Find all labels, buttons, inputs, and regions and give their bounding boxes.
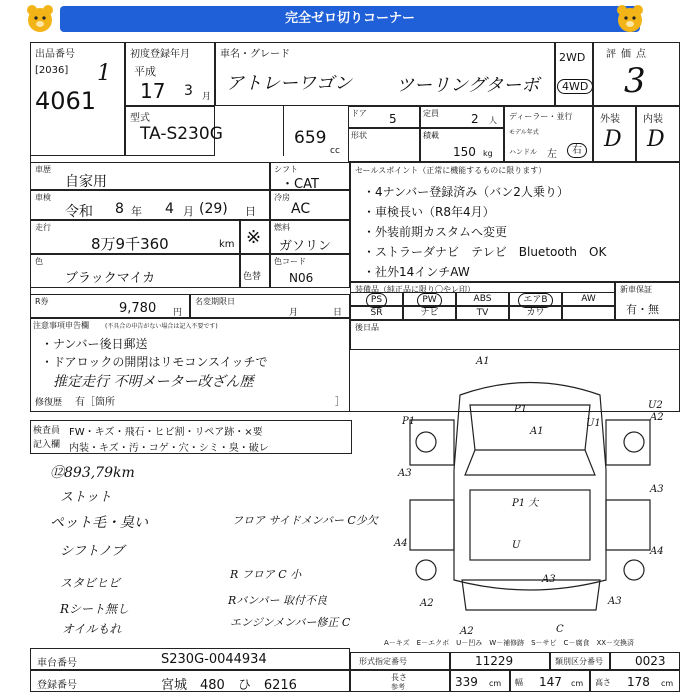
ext-label: 外装	[600, 114, 620, 125]
car-left-rear	[410, 500, 454, 550]
dealer-label: ディーラー・並行	[509, 112, 573, 121]
notes-line: ・ドアロックの開閉はリモコンスイッチで	[41, 355, 268, 369]
capacity-unit: 人	[489, 116, 497, 125]
inspect-year-unit: 年	[131, 205, 142, 218]
inspect-day: (29)	[199, 201, 228, 217]
damage-mark: A3	[398, 468, 412, 479]
sales-item: ・社外14インチAW	[363, 265, 470, 279]
reg-label: 初度登録年月	[130, 49, 190, 60]
ext-value: D	[604, 127, 622, 152]
damage-mark: A2	[460, 626, 474, 637]
color-label: 色	[35, 257, 43, 266]
width-unit: cm	[571, 679, 584, 688]
equip-cell	[350, 292, 403, 306]
tire-label: 新車保証	[620, 285, 652, 294]
name-label: 車名・グレード	[220, 49, 290, 60]
handle-label: ハンドル	[509, 148, 537, 156]
chassis-value: S230G-0044934	[161, 652, 267, 667]
color-swap-label: 色替	[243, 272, 262, 282]
repair-close: ］	[335, 397, 345, 408]
car-windshield	[465, 450, 595, 475]
shape-label: 形状	[351, 131, 367, 140]
damage-mark: A2	[650, 412, 664, 423]
handwritten-note: シフトノブ	[60, 544, 125, 559]
handwritten-note: Rシート無し	[60, 602, 130, 616]
inspect-era: 令和	[65, 204, 93, 220]
damage-mark: C	[556, 624, 564, 635]
notes-sub: (不具合の申告がない場合は記入不要です)	[105, 323, 218, 330]
equip-cell	[509, 306, 562, 320]
notes-line: ・ナンバー後日郵送	[41, 337, 148, 351]
score-value: 3	[624, 61, 646, 101]
damage-mark: A4	[394, 538, 408, 549]
equip-cell	[403, 306, 456, 320]
sales-item: ・車検長い（R8年4月）	[363, 205, 495, 219]
wheel-fl	[416, 432, 436, 452]
damage-mark: U1	[586, 418, 601, 429]
model-value: TA-S230G	[140, 124, 223, 144]
mileage-unit: km	[219, 239, 235, 250]
capacity-label: 定員	[423, 109, 439, 118]
fuel-value: ガソリン	[279, 239, 332, 254]
length-value: 339	[455, 675, 478, 689]
mileage-label: 走行	[35, 223, 51, 232]
car-grade: ツーリングターボ	[396, 75, 540, 96]
equip-cell	[562, 306, 615, 320]
notes-handwritten: 推定走行 不明メーター改ざん歴	[53, 374, 254, 390]
chassis-label: 車台番号	[37, 658, 77, 669]
year-model-label: モデル年式	[509, 129, 539, 136]
inspect-day-unit: 日	[245, 205, 256, 218]
load-value: 150	[453, 145, 476, 159]
car-right-rear	[606, 500, 650, 550]
shift-label: シフト	[274, 165, 298, 174]
length-ref: 参考	[391, 683, 405, 691]
handle-left: 左	[547, 149, 557, 160]
inspector-label2: 記入欄	[33, 440, 61, 450]
damage-mark: A3	[650, 484, 664, 495]
equip-cell	[509, 292, 562, 306]
damage-legend: A－キズ E－エクボ U－凹み W－補修跡 S－サビ C－腐食 XX－交換済	[384, 639, 635, 647]
handwritten-note: ペット毛・臭い	[50, 515, 148, 531]
equip-cell	[456, 306, 509, 320]
mileage-star: ※	[246, 227, 262, 248]
load-unit: kg	[483, 149, 493, 158]
lot-sub: [2036]	[35, 65, 69, 76]
sales-item: ・4ナンバー登録済み（バン2人乗り）	[363, 185, 569, 199]
reg-box	[125, 42, 215, 106]
meigi-label: 名変期限日	[195, 297, 235, 306]
equip-item: SR	[370, 308, 383, 318]
equip-item: PW	[417, 293, 441, 308]
drive-2wd: 2WD	[559, 51, 586, 64]
int-value: D	[647, 127, 665, 152]
bear-icon	[614, 3, 646, 35]
doors-value: 5	[389, 112, 397, 126]
width-value: 147	[539, 675, 562, 689]
name-box	[215, 42, 555, 106]
reg-month: 3	[184, 83, 193, 99]
doors-label: ドア	[351, 109, 367, 118]
recycle-value: 9,780	[119, 301, 157, 316]
width-label: 幅	[515, 678, 523, 687]
damage-mark: A1	[530, 426, 544, 437]
inspector-fw: FW・キズ・飛石・ヒビ割・リペア跡・×要	[69, 427, 263, 438]
wheel-fr	[624, 432, 644, 452]
lot-slash: 1	[97, 61, 111, 86]
damage-mark: P1	[514, 404, 528, 415]
equip-item: TV	[476, 308, 489, 318]
inspector-label: 検査員	[33, 426, 61, 436]
damage-mark: P1	[402, 416, 416, 427]
height-label: 高さ	[595, 678, 611, 687]
lot-box	[30, 42, 125, 156]
length-unit: cm	[489, 679, 502, 688]
sales-item: ・ストラーダナビ テレビ Bluetooth OK	[363, 245, 607, 259]
handwritten-note: エンジンメンバー修正 C	[230, 616, 351, 629]
equip-label: 装備品（純正品に限り〇やレ印）	[355, 285, 475, 294]
lot-label: 出品番号	[35, 49, 75, 60]
seat-label: 後日品	[355, 323, 379, 332]
height-unit: cm	[661, 679, 674, 688]
handwritten-note: スタビヒビ	[60, 576, 121, 590]
sales-box	[350, 162, 680, 282]
equip-cell	[456, 292, 509, 306]
handwritten-note: R フロア C 小	[230, 568, 302, 581]
reg-year: 17	[140, 79, 166, 103]
notes-box	[30, 318, 350, 412]
damage-mark: A3	[608, 596, 622, 607]
equip-item: ナビ	[420, 308, 439, 318]
cc-value: 659	[294, 128, 327, 148]
use-value: 自家用	[65, 174, 107, 190]
meigi-day: 日	[333, 308, 343, 318]
height-value: 178	[627, 675, 650, 689]
damage-mark: A3	[542, 574, 556, 585]
damage-mark: A1	[476, 356, 490, 367]
capacity-value: 2	[471, 112, 479, 126]
inspect-label: 車検	[35, 193, 51, 202]
recycle-unit: 円	[173, 308, 183, 318]
handwritten-note: ⑫893,79km	[50, 465, 135, 481]
banner-title: 完全ゼロ切りコーナー	[284, 11, 415, 26]
lot-number: 4061	[35, 87, 97, 115]
inspect-month: 4	[165, 201, 174, 217]
inspector-nai: 内装・キズ・汚・コゲ・穴・シミ・臭・破レ	[69, 443, 269, 454]
fuel-label: 燃料	[274, 223, 290, 232]
form-label: 形式指定番号	[359, 657, 407, 666]
handle-right: 右	[567, 143, 587, 158]
use-label: 車歴	[35, 165, 51, 174]
score-box	[593, 42, 680, 106]
car-body	[454, 383, 606, 591]
color-value: ブラックマイカ	[65, 271, 156, 286]
notes-label: 注意事項申告欄	[33, 321, 89, 330]
color-code: N06	[289, 271, 314, 285]
int-label: 内装	[643, 114, 663, 125]
ac-label: 冷房	[274, 193, 290, 202]
drive-4wd: 4WD	[557, 79, 593, 94]
equip-cell	[350, 306, 403, 320]
load-label: 積載	[423, 131, 439, 140]
score-label: 評価点	[606, 49, 651, 60]
reg-month-unit: 月	[202, 92, 212, 102]
repair-label: 修復歴	[35, 398, 63, 408]
inspect-year: 8	[115, 201, 124, 217]
plate-value: 宮城 480 ひ 6216	[161, 678, 297, 693]
form-value: 11229	[475, 654, 514, 668]
equip-item: カワ	[526, 308, 545, 318]
drive-box	[555, 42, 593, 106]
equip-item: PS	[366, 293, 387, 308]
inspect-month-unit: 月	[183, 205, 194, 218]
equip-item: AW	[581, 294, 596, 304]
damage-mark: U2	[648, 400, 663, 411]
damage-mark: P1 大	[512, 498, 539, 509]
equip-cell	[562, 292, 615, 306]
repair-value: 有［箇所	[75, 397, 115, 408]
equip-cell	[403, 292, 456, 306]
bear-icon	[24, 3, 56, 35]
wheel-rr	[624, 560, 644, 580]
damage-mark: A2	[420, 598, 434, 609]
handwritten-note: オイルもれ	[62, 622, 122, 636]
damage-mark: A4	[650, 546, 664, 557]
shift-value: ・CAT	[281, 177, 319, 192]
car-name: アトレーワゴン	[226, 73, 352, 94]
header-banner	[0, 0, 700, 38]
equip-item: エアB	[518, 293, 552, 308]
handwritten-note: ストット	[60, 490, 112, 505]
damage-mark: U	[512, 540, 521, 551]
wheel-rl	[416, 560, 436, 580]
meigi-month: 月	[289, 308, 299, 318]
plate-label: 登録番号	[37, 680, 77, 691]
color-code-label: 色コード	[274, 257, 306, 266]
ac-value: AC	[291, 201, 311, 217]
sales-label: セールスポイント（正常に機能するものに限ります）	[355, 166, 547, 175]
cat-value: 0023	[635, 654, 666, 668]
recycle-label: R券	[35, 297, 49, 306]
handwritten-note: Rバンパー 取付不良	[228, 594, 328, 607]
equip-item: ABS	[473, 294, 492, 304]
reg-era: 平成	[134, 65, 156, 78]
handwritten-note: フロア サイドメンバー C少欠	[232, 514, 378, 527]
mileage-value: 8万9千360	[91, 235, 169, 253]
cat-label: 類別区分番号	[555, 657, 603, 666]
sales-item: ・外装前期カスタムへ変更	[363, 225, 508, 239]
model-label: 型式	[130, 113, 150, 124]
cc-unit: cc	[330, 146, 340, 156]
banner-bar	[60, 6, 640, 32]
length-label: 長さ	[391, 673, 407, 682]
tire-value: 有・無	[626, 303, 659, 316]
car-rear	[462, 580, 600, 610]
